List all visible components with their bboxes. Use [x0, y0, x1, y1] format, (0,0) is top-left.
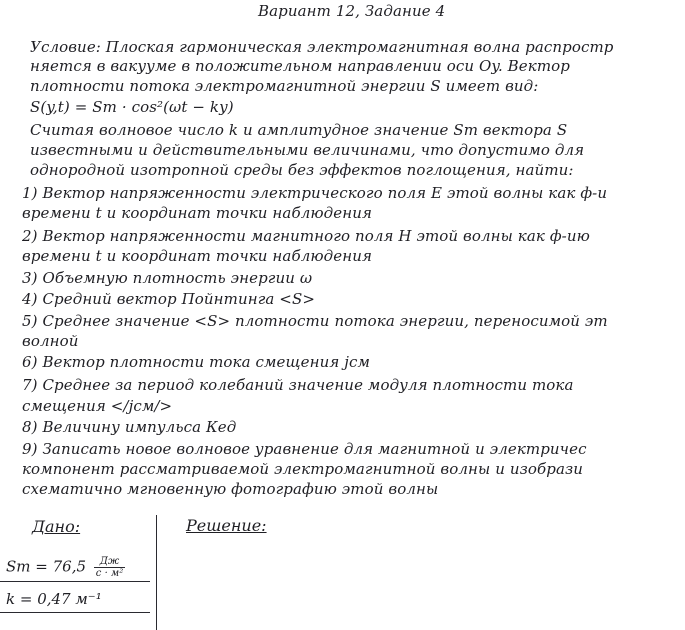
task-line: времени t и координат точки наблюдения: [22, 204, 373, 222]
given-k: k = 0,47 м⁻¹: [6, 590, 102, 608]
task-line: 5) Среднее значение <S> плотности потока энергии, переносимой эт: [22, 312, 608, 330]
task-line: схематично мгновенную фотографию этой волны: [22, 480, 439, 498]
given-sm-value: Sm = 76,5: [6, 557, 87, 576]
task-line: 8) Величину импульса Кед: [22, 418, 237, 436]
formula-line: S(y,t) = Sm · cos²(ωt − ky): [30, 98, 234, 116]
task-line: 3) Объемную плотность энергии ω: [22, 269, 313, 287]
task-line: времени t и координат точки наблюдения: [22, 247, 373, 265]
task-line: 2) Вектор напряженности магнитного поля H этой волны как ф-ию: [22, 227, 590, 245]
given-divider: [0, 581, 150, 582]
task-line: компонент рассматриваемой электромагнитной волны и изобрази: [22, 460, 584, 478]
task-line: 1) Вектор напряженности электрического поля E этой волны как ф-и: [22, 184, 608, 202]
condition-line: няется в вакууме в положительном направлении оси Oy. Вектор: [30, 57, 570, 75]
task-line: 6) Вектор плотности тока смещения jсм: [22, 353, 371, 371]
given-divider: [0, 612, 150, 613]
condition-line: Считая волновое число k и амплитудное значение Sm вектора S: [30, 121, 568, 139]
given-sm: [6, 556, 125, 579]
condition-line: однородной изотропной среды без эффектов поглощения, найти:: [30, 161, 574, 179]
page-heading: Вариант 12, Задание 4: [258, 2, 446, 20]
task-line: 4) Средний вектор Пойнтинга <S>: [22, 290, 316, 308]
task-line: смещения </jсм/>: [22, 397, 173, 415]
condition-line: Условие: Плоская гармоническая электромагнитная волна распростр: [30, 38, 614, 56]
condition-line: известными и действительными величинами, что допустимо для: [30, 141, 585, 159]
given-sm-unit: [94, 556, 125, 579]
given-sm-unit-num: Дж: [94, 556, 125, 568]
condition-line: плотности потока электромагнитной энергии S имеет вид:: [30, 77, 539, 95]
given-sm-unit-den: с · м²: [95, 568, 124, 579]
solution-title: Решение:: [186, 516, 267, 535]
given-title: Дано:: [32, 517, 81, 536]
task-line: волной: [22, 332, 79, 350]
task-line: 7) Среднее за период колебаний значение модуля плотности тока: [22, 376, 574, 394]
task-line: 9) Записать новое волновое уравнение для магнитной и электричес: [22, 440, 587, 458]
